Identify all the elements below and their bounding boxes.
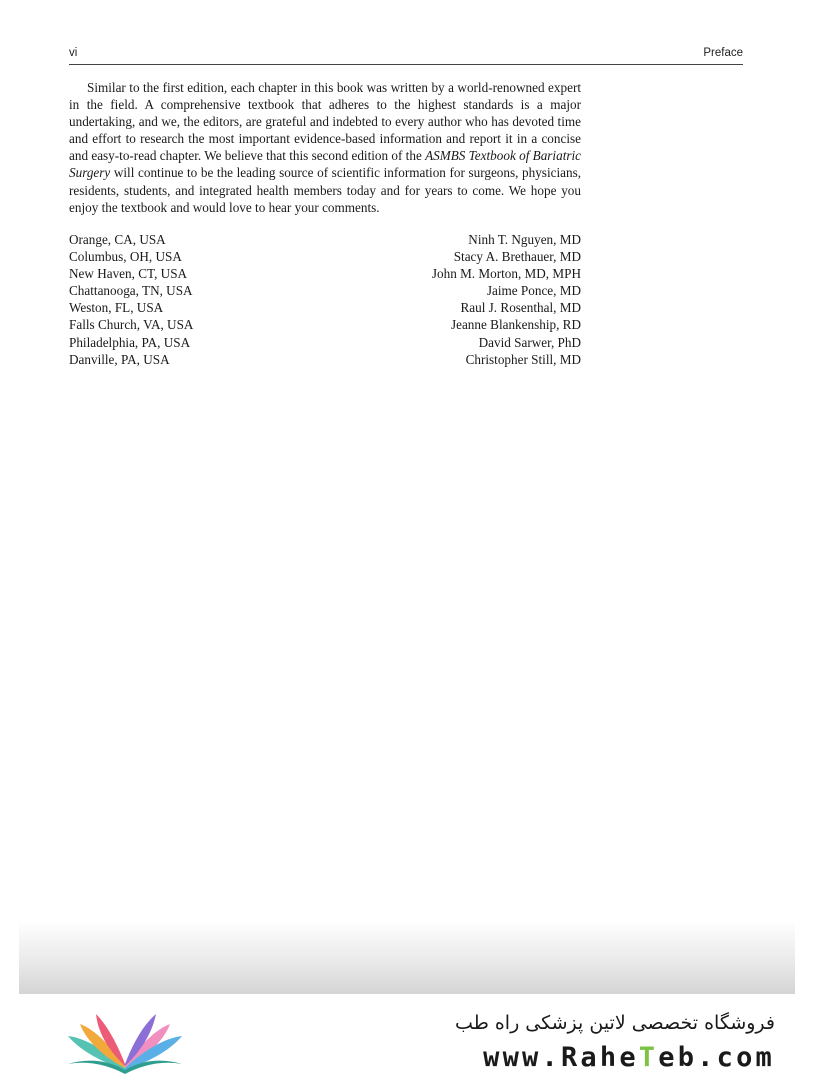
paragraph-text-start: Similar to the first edition, each chapter in this book was written by a world-renowned expert in the field. A comprehensive textbook that adheres to the highest standards is a major undertaking, and we, the editors, are grateful and indebted to every author who has devoted time and effort to research the most important evidence-based information and report it in a concise and easy-to-read chapter. We believe that this second edition of the	[69, 80, 581, 164]
signature-name: Stacy A. Brethauer, MD	[453, 249, 581, 265]
signature-location: Chattanooga, TN, USA	[69, 283, 193, 299]
paragraph-text-end: will continue to be the leading source of scientific information for surgeons, physicians, residents, students, and integrated health members today and for years to come. We hope you enjoy the textbook and would love to hear your comments.	[69, 165, 581, 215]
signature-location: Danville, PA, USA	[69, 351, 170, 367]
signature-location: New Haven, CT, USA	[69, 266, 188, 282]
signature-name: Jaime Ponce, MD	[486, 283, 581, 299]
signature-name: Jeanne Blankenship, RD	[450, 317, 581, 333]
signature-location: Columbus, OH, USA	[69, 249, 182, 265]
signature-name: Ninh T. Nguyen, MD	[468, 232, 581, 247]
book-title: ASMBS Textbook of Bariatric Surgery	[69, 148, 582, 181]
signature-location: Falls Church, VA, USA	[69, 317, 194, 333]
signature-row	[69, 334, 581, 351]
running-head	[69, 46, 743, 65]
open-book-rainbow-icon	[60, 1008, 190, 1074]
signature-row	[69, 231, 581, 248]
signature-name: Christopher Still, MD	[465, 351, 581, 367]
page-shadow	[19, 920, 795, 994]
store-website	[483, 1042, 775, 1073]
signature-row	[69, 265, 581, 282]
signature-name: John M. Morton, MD, MPH	[431, 266, 581, 282]
page-number: vi	[69, 47, 78, 59]
signature-row	[69, 316, 581, 333]
signature-row	[69, 299, 581, 316]
signature-location: Orange, CA, USA	[69, 232, 166, 247]
preface-paragraph	[69, 79, 581, 216]
section-title: Preface	[703, 47, 743, 59]
signature-row	[69, 351, 581, 368]
signature-row	[69, 282, 581, 299]
website-accent-letter: T	[638, 1042, 659, 1073]
signature-name: Raul J. Rosenthal, MD	[460, 300, 581, 316]
website-suffix: eb.com	[658, 1042, 775, 1073]
store-name: فروشگاه تخصصی لاتین پزشکی راه طب	[455, 1012, 775, 1034]
website-prefix: www.Rahe	[483, 1042, 639, 1073]
signature-row	[69, 248, 581, 265]
editor-signatures	[69, 231, 581, 368]
signature-location: Weston, FL, USA	[69, 300, 164, 316]
signature-location: Philadelphia, PA, USA	[69, 334, 191, 350]
signature-name: David Sarwer, PhD	[478, 334, 581, 350]
